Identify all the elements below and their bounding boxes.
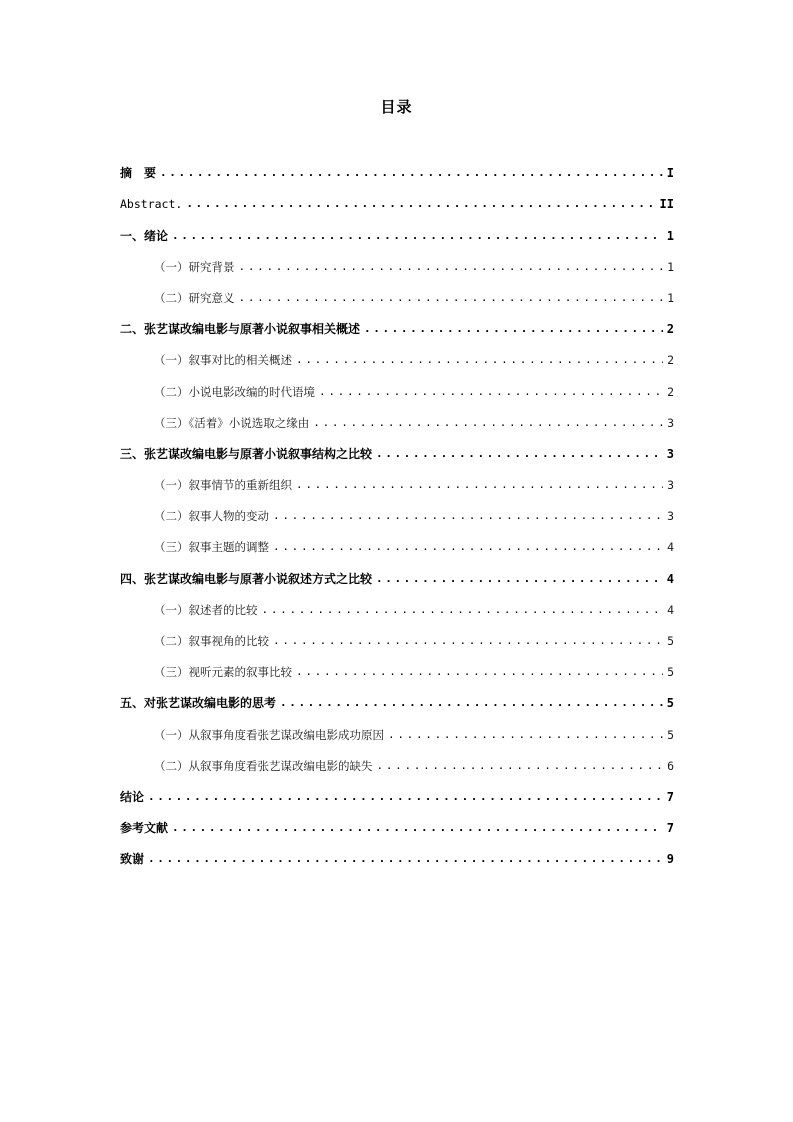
toc-entry-label: （一）叙事对比的相关概述 — [154, 353, 292, 368]
toc-entry-chapter[interactable] — [120, 149, 674, 180]
toc-page-number: 5 — [667, 665, 674, 680]
toc-entry-label: （三）《活着》小说选取之缘由 — [154, 415, 310, 430]
toc-dot-leader — [186, 197, 655, 211]
toc-dot-leader — [239, 291, 664, 305]
toc-dot-leader — [172, 821, 663, 835]
toc-dot-leader — [376, 572, 663, 586]
toc-dot-leader — [280, 696, 663, 710]
toc-entry-label: （一）从叙事角度看张艺谋改编电影成功原因 — [154, 727, 384, 742]
toc-entry-chapter[interactable] — [120, 211, 674, 242]
toc-entry-chapter[interactable] — [120, 679, 674, 710]
toc-dot-leader — [262, 603, 664, 617]
toc-dot-leader — [172, 229, 663, 243]
toc-entry-label: 一、绪论 — [120, 228, 169, 243]
toc-page-number: 2 — [667, 384, 674, 399]
toc-entry-label: （二）叙事人物的变动 — [154, 509, 269, 524]
toc-entry-label: Abstract. — [120, 197, 183, 212]
toc-dot-leader — [313, 416, 663, 430]
toc-entry-section[interactable] — [120, 492, 674, 523]
toc-page-number: 3 — [666, 446, 674, 461]
toc-entry-chapter[interactable] — [120, 835, 674, 866]
toc-page-number: 5 — [667, 634, 674, 648]
toc-entry-label: （一）研究背景 — [154, 259, 235, 274]
toc-entry-section[interactable] — [120, 243, 674, 274]
toc-page-number: 1 — [666, 228, 674, 243]
toc-entry-chapter[interactable] — [120, 430, 674, 461]
toc-entry-chapter[interactable] — [120, 554, 674, 585]
toc-page-number: 4 — [667, 602, 674, 617]
table-of-contents — [120, 149, 674, 866]
toc-entry-label: 三、张艺谋改编电影与原著小说叙事结构之比较 — [120, 446, 373, 461]
toc-dot-leader — [239, 260, 664, 274]
toc-entry-label: 摘 要 — [120, 166, 157, 181]
toc-entry-label: 参考文献 — [120, 821, 169, 836]
toc-dot-leader — [148, 790, 663, 804]
toc-dot-leader — [273, 509, 663, 523]
toc-page-number: 5 — [666, 696, 674, 711]
toc-entry-chapter[interactable] — [120, 773, 674, 804]
toc-page-number: 1 — [667, 259, 674, 274]
toc-page-number: 6 — [667, 758, 674, 773]
toc-entry-section[interactable] — [120, 742, 674, 773]
toc-entry-section[interactable] — [120, 617, 674, 648]
toc-entry-section[interactable] — [120, 399, 674, 430]
toc-entry-chapter[interactable] — [120, 305, 674, 336]
toc-entry-section[interactable] — [120, 523, 674, 554]
toc-entry-label: （三）视听元素的叙事比较 — [154, 665, 292, 680]
toc-dot-leader — [160, 166, 663, 180]
toc-page-number: 5 — [667, 727, 674, 742]
toc-page-number: I — [666, 166, 674, 181]
toc-page-number: 1 — [667, 290, 674, 305]
toc-entry-label: 二、张艺谋改编电影与原著小说叙事相关概述 — [120, 322, 361, 337]
toc-entry-label: 结论 — [120, 789, 145, 804]
toc-entry-section[interactable] — [120, 367, 674, 398]
toc-entry-label: （二）研究意义 — [154, 290, 235, 305]
toc-page-number: 4 — [667, 540, 674, 555]
toc-page-number: 3 — [667, 478, 674, 493]
toc-dot-leader — [273, 540, 663, 554]
toc-dot-leader — [296, 353, 663, 367]
toc-page-number: 7 — [666, 789, 674, 804]
toc-entry-chapter[interactable] — [120, 180, 674, 211]
toc-entry-label: （一）叙事情节的重新组织 — [154, 478, 292, 493]
toc-dot-leader — [296, 478, 663, 492]
toc-page-number: II — [659, 197, 674, 212]
toc-entry-label: （二）叙事视角的比较 — [154, 634, 269, 648]
toc-entry-section[interactable] — [120, 710, 674, 741]
toc-dot-leader — [319, 385, 663, 399]
toc-page-number: 3 — [667, 509, 674, 524]
toc-dot-leader — [148, 852, 663, 866]
toc-entry-label: 四、张艺谋改编电影与原著小说叙述方式之比较 — [120, 571, 373, 586]
toc-dot-leader — [376, 447, 663, 461]
toc-entry-section[interactable] — [120, 461, 674, 492]
toc-page-number: 2 — [667, 353, 674, 368]
toc-entry-section[interactable] — [120, 336, 674, 367]
toc-entry-label: （二）从叙事角度看张艺谋改编电影的缺失 — [154, 758, 373, 773]
toc-entry-label: （一）叙述者的比较 — [154, 602, 258, 617]
toc-page-number: 9 — [666, 852, 674, 867]
toc-dot-leader — [273, 634, 663, 648]
toc-entry-label: （三）叙事主题的调整 — [154, 540, 269, 555]
toc-page-number: 2 — [666, 322, 674, 337]
toc-entry-section[interactable] — [120, 274, 674, 305]
page-title: 目录 — [380, 98, 413, 116]
toc-entry-label: （二）小说电影改编的时代语境 — [154, 384, 315, 399]
toc-page-number: 7 — [666, 821, 674, 836]
toc-entry-label: 致谢 — [120, 852, 145, 867]
toc-dot-leader — [388, 728, 663, 742]
toc-dot-leader — [377, 759, 664, 773]
toc-entry-chapter[interactable] — [120, 804, 674, 835]
toc-entry-label: 五、对张艺谋改编电影的思考 — [120, 696, 277, 711]
toc-entry-section[interactable] — [120, 586, 674, 617]
toc-dot-leader — [364, 322, 663, 336]
toc-entry-section[interactable] — [120, 648, 674, 679]
toc-dot-leader — [296, 665, 663, 679]
toc-page-number: 3 — [667, 415, 674, 430]
toc-page-number: 4 — [666, 571, 674, 586]
